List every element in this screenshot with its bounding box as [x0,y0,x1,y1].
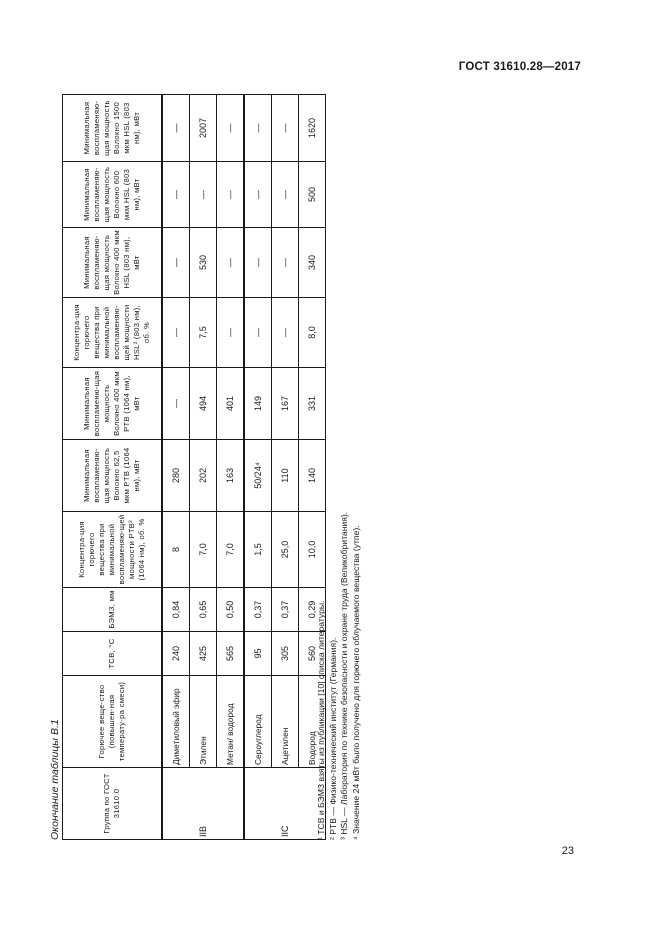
conc-hsl-cell: — [217,298,245,368]
substance-cell: Метан/ водород [217,676,245,768]
power-400-ptb-cell: 149 [244,368,272,440]
substance-cell: Сероуглерод [244,676,272,768]
tsv-cell: 560 [299,632,326,676]
col-header-conc-hsl: Концентра-ция горючего вещества при минимальной воспламеняю-щей мощности HSL³ (803 нм), об. % [63,298,163,368]
power-400-hsl-cell: 530 [190,228,217,298]
rotated-table-block [48,0,428,840]
power-1500-hsl-cell: 1620 [299,95,326,162]
power-1500-hsl-cell: 2007 [190,95,217,162]
power-600-hsl-cell: — [272,162,299,228]
col-header-power-62: Минимальная воспламеняю-щая мощность Волокно 62,5 мкм PTB (1064 нм), мВт [63,440,163,512]
tsv-cell: 425 [190,632,217,676]
footnote-2: ² PTB — Физико-технический институт (Германия). [327,637,338,840]
power-600-hsl-cell: 500 [299,162,326,228]
power-600-hsl-cell: — [190,162,217,228]
document-standard-header: ГОСТ 31610.28—2017 [458,61,581,73]
substance-cell: Этилен [190,676,217,768]
power-600-hsl-cell: — [244,162,272,228]
power-62-cell: 50/24⁴ [244,440,272,512]
power-400-hsl-cell: — [217,228,245,298]
table-row [162,95,190,840]
col-header-group: Группа по ГОСТ 31610.0 [63,768,163,840]
tsv-cell: 240 [162,632,190,676]
col-header-conc-ptb: Концентра-ция горючего вещества при минимальной воспламеняю-щей мощности PTB² (1064 нм), об. % [63,512,163,588]
bemz-cell: 0,37 [272,588,299,632]
substance-cell: Водород [299,676,326,768]
col-header-substance: Горючее веще-ство (повышен-ная температу-ра смеси) [63,676,163,768]
col-header-bemz: БЭМЗ, мм [63,588,163,632]
footnote-3: ³ HSL — Лаборатория по технике безопасности и охране труда (Великобритания). [339,511,349,840]
power-1500-hsl-cell: — [217,95,245,162]
col-header-power-600-hsl: Минимальная воспламеняю-щая мощность Волокно 600 мкм HSL (803 нм), мВт [63,162,163,228]
bemz-cell: 0,84 [162,588,190,632]
table-row [190,95,217,840]
table-caption: Окончание таблицы В.1 [49,719,61,840]
tsv-cell: 95 [244,632,272,676]
page-number: 23 [561,845,574,857]
power-400-ptb-cell: 494 [190,368,217,440]
conc-hsl-cell: 7,5 [190,298,217,368]
bemz-cell: 0,29 [299,588,326,632]
conc-ptb-cell: 25,0 [272,512,299,588]
bemz-cell: 0,50 [217,588,245,632]
power-400-ptb-cell: — [162,368,190,440]
conc-hsl-cell: 8,0 [299,298,326,368]
substance-cell: Диметиловый эфир [162,676,190,768]
power-400-hsl-cell: — [244,228,272,298]
power-400-hsl-cell: — [272,228,299,298]
power-62-cell: 280 [162,440,190,512]
table-row [272,95,299,840]
conc-hsl-cell: — [162,298,190,368]
power-62-cell: 202 [190,440,217,512]
table-header-row [63,95,163,840]
power-1500-hsl-cell: — [272,95,299,162]
power-400-hsl-cell: — [162,228,190,298]
power-62-cell: 163 [217,440,245,512]
table-footnotes [316,95,362,840]
tsv-cell: 305 [272,632,299,676]
power-400-ptb-cell: 401 [217,368,245,440]
col-header-tsv: ТСВ, °С [63,632,163,676]
col-header-power-400-ptb: Минимальная воспламеню-щая мощность Волокно 400 мкм PTB (1064 нм), мВт [63,368,163,440]
col-header-power-1500-hsl: Минимальная воспламеняю-щая мощность Волокно 1500 мкм HSL (803 нм), мВт [63,95,163,162]
bemz-cell: 0,65 [190,588,217,632]
power-1500-hsl-cell: — [244,95,272,162]
ignition-power-table [62,94,326,840]
power-400-ptb-cell: 167 [272,368,299,440]
conc-ptb-cell: 7,0 [190,512,217,588]
bemz-cell: 0,37 [244,588,272,632]
conc-ptb-cell: 7,0 [217,512,245,588]
power-600-hsl-cell: — [162,162,190,228]
power-400-hsl-cell: 340 [299,228,326,298]
table-row [244,95,272,840]
conc-hsl-cell: — [272,298,299,368]
power-400-ptb-cell: 331 [299,368,326,440]
conc-hsl-cell: — [244,298,272,368]
conc-ptb-cell: 1,5 [244,512,272,588]
conc-ptb-cell: 8 [162,512,190,588]
group-cell: IIC [244,768,326,840]
footnote-4: ⁴ Значение 24 мВт было получено для горючего облучаемого вещества (утпе). [350,525,361,840]
power-1500-hsl-cell: — [162,95,190,162]
power-62-cell: 110 [272,440,299,512]
footnote-1: ¹ ТСВ и БЭМЗ взяты из публикации [10] списка литературы. [316,600,326,840]
group-cell: IIB [162,768,244,840]
table-row [217,95,245,840]
power-600-hsl-cell: — [217,162,245,228]
tsv-cell: 565 [217,632,245,676]
conc-ptb-cell: 10,0 [299,512,326,588]
col-header-power-400-hsl: Минимальная воспламеняю-щая мощность Волокно 400 мкм HSL (803 нм), мВт [63,228,163,298]
power-62-cell: 140 [299,440,326,512]
substance-cell: Ацетилен [272,676,299,768]
